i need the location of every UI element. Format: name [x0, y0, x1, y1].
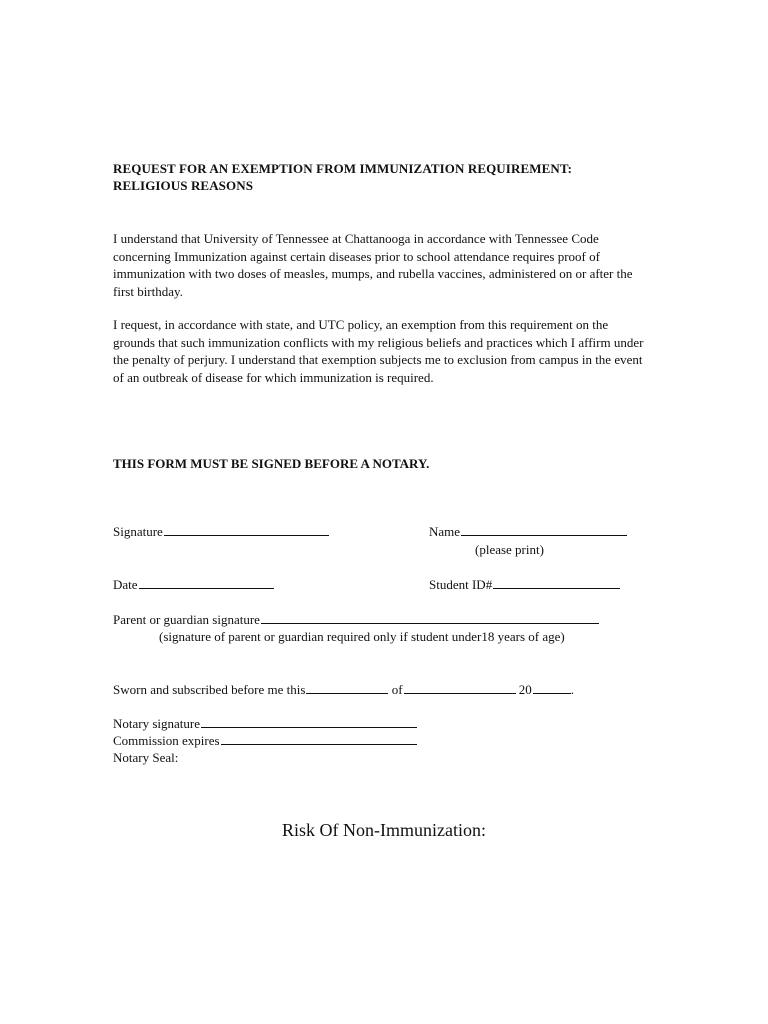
sworn-day-line[interactable]: [306, 682, 388, 694]
signature-field[interactable]: [113, 523, 329, 540]
paragraph-request: I request, in accordance with state, and UTC policy, an exemption from this requirement on the grounds that such immunization conflicts with my religious beliefs and practices which I affirm under the penalty of perjury. I understand that exemption subjects me to exclusion from campus in the event of an outbreak of disease for which immunization is required.: [113, 317, 644, 385]
sworn-label: Sworn and subscribed before me this: [113, 682, 306, 697]
sworn-of-label: of: [391, 682, 403, 697]
commission-expires-label: Commission expires: [113, 733, 220, 748]
parent-signature-label: Parent or guardian signature: [113, 612, 260, 627]
name-field[interactable]: [429, 523, 627, 540]
parent-signature-line[interactable]: [261, 612, 599, 624]
student-id-label: Student ID#: [429, 577, 493, 592]
sworn-year-label: 20: [518, 682, 532, 697]
parent-signature-field[interactable]: [113, 611, 599, 628]
risk-heading: Risk Of Non-Immunization:: [282, 820, 486, 840]
date-field[interactable]: [113, 576, 274, 593]
commission-expires-line[interactable]: [221, 733, 417, 745]
sworn-month-line[interactable]: [404, 682, 516, 694]
paragraph-requirement: I understand that University of Tennessee at Chattanooga in accordance with Tennessee Code concerning Immunization against certain diseases prior to school attendance requires proof of immunization with two doses of measles, mumps, and rubella vaccines, administered on or after the first birthday.: [113, 231, 633, 299]
form-title: [113, 160, 673, 194]
form-title-line-1: REQUEST FOR AN EXEMPTION FROM IMMUNIZATION REQUIREMENT:: [113, 161, 573, 176]
notary-signature-field[interactable]: [113, 715, 417, 732]
signature-label: Signature: [113, 524, 163, 539]
name-label: Name: [429, 524, 461, 539]
commission-expires-field[interactable]: [113, 732, 417, 749]
notary-signature-label: Notary signature: [113, 716, 201, 731]
sworn-period: .: [570, 682, 575, 697]
student-id-line[interactable]: [493, 577, 620, 589]
student-id-field[interactable]: [429, 576, 620, 593]
form-title-line-2: RELIGIOUS REASONS: [113, 178, 254, 193]
name-line[interactable]: [461, 524, 627, 536]
sworn-year-line[interactable]: [533, 682, 571, 694]
signature-line[interactable]: [164, 524, 329, 536]
parent-signature-hint: (signature of parent or guardian required only if student under18 years of age): [159, 629, 565, 644]
notary-notice: THIS FORM MUST BE SIGNED BEFORE A NOTARY.: [113, 456, 430, 471]
sworn-field[interactable]: [113, 681, 574, 698]
notary-signature-line[interactable]: [201, 716, 417, 728]
name-hint: (please print): [475, 542, 544, 557]
date-label: Date: [113, 577, 138, 592]
notary-seal-label: Notary Seal:: [113, 750, 179, 765]
date-line[interactable]: [139, 577, 274, 589]
